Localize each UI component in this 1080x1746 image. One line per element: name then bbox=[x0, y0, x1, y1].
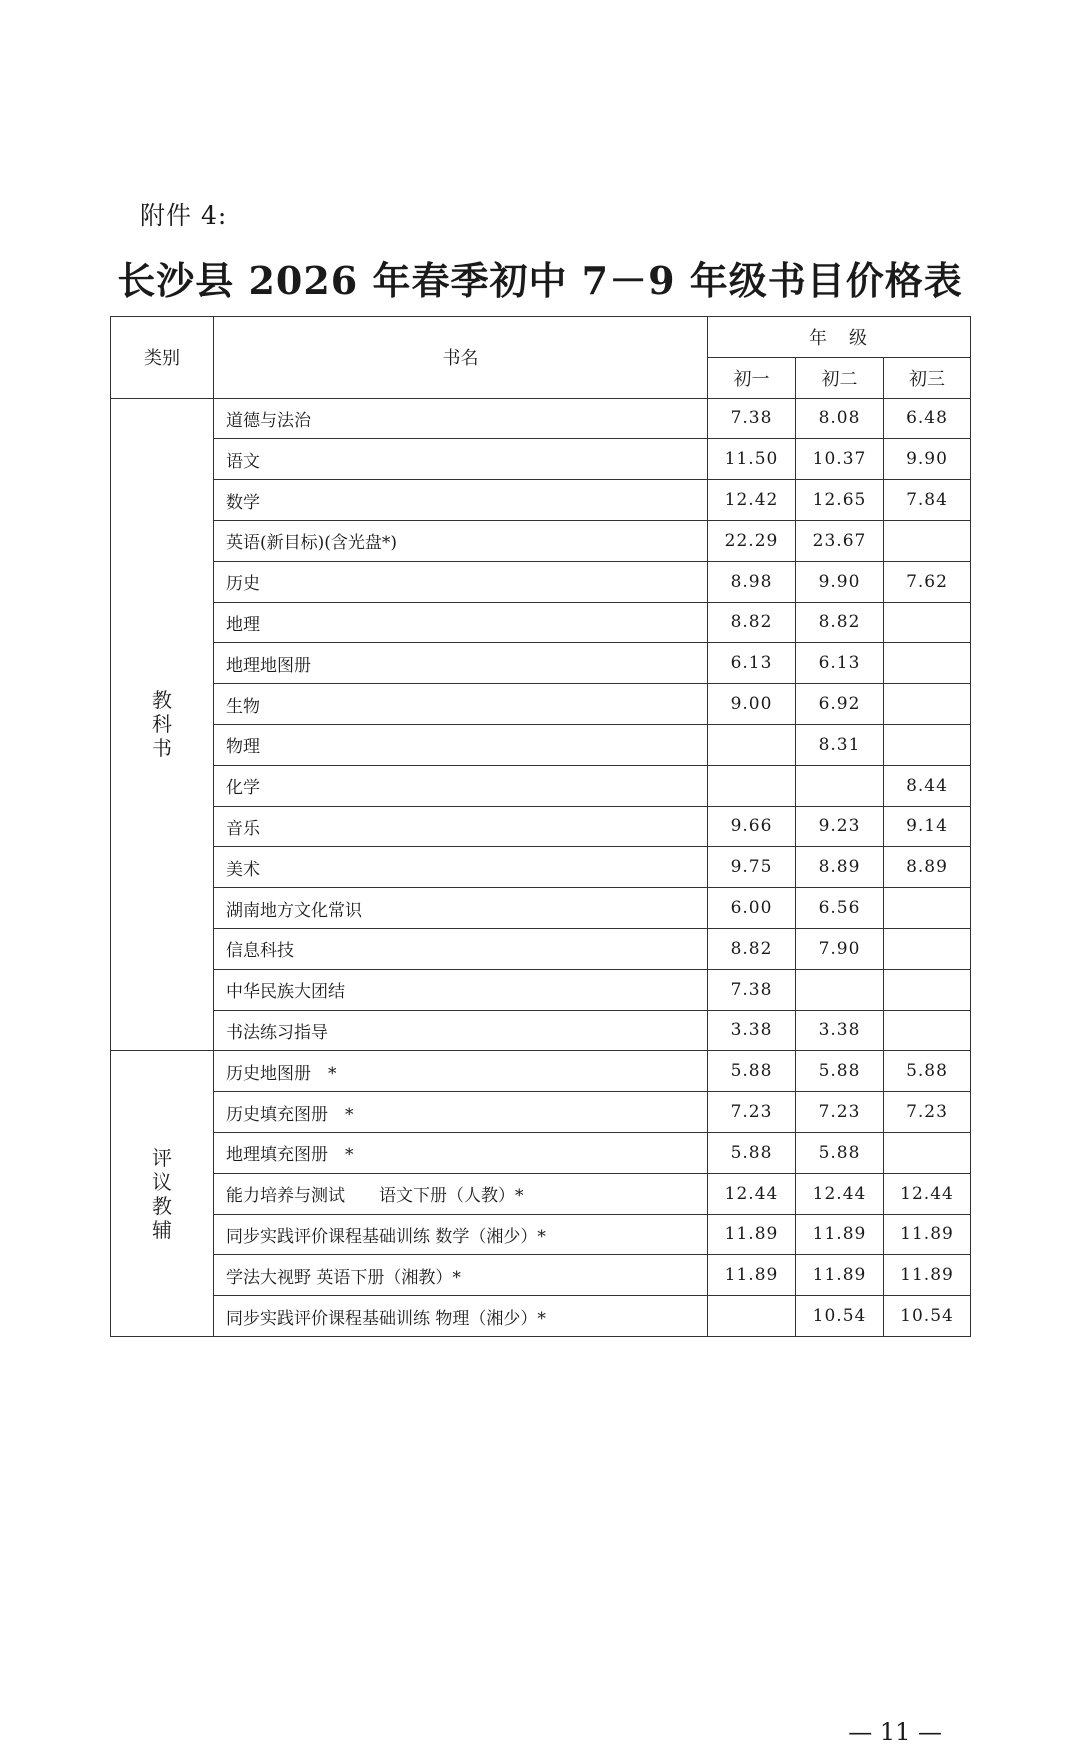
price-grade-3-cell bbox=[884, 928, 971, 969]
price-table-body bbox=[111, 398, 971, 1336]
table-row bbox=[111, 1092, 971, 1133]
price-grade-2-cell: 8.82 bbox=[796, 602, 884, 643]
price-grade-3-cell bbox=[884, 602, 971, 643]
price-grade-1-cell: 7.38 bbox=[708, 398, 796, 439]
book-name-cell: 生物 bbox=[214, 684, 708, 725]
price-grade-1-cell: 8.98 bbox=[708, 561, 796, 602]
price-grade-2-cell: 8.31 bbox=[796, 724, 884, 765]
price-grade-2-cell: 6.13 bbox=[796, 643, 884, 684]
table-row bbox=[111, 1255, 971, 1296]
book-name-cell: 美术 bbox=[214, 847, 708, 888]
price-grade-3-cell: 10.54 bbox=[884, 1296, 971, 1337]
table-row bbox=[111, 439, 971, 480]
book-name-cell: 湖南地方文化常识 bbox=[214, 888, 708, 929]
price-table bbox=[110, 316, 971, 1337]
table-row bbox=[111, 1132, 971, 1173]
price-grade-2-cell: 12.65 bbox=[796, 480, 884, 521]
table-row bbox=[111, 888, 971, 929]
category-char: 议 bbox=[152, 1169, 172, 1194]
price-grade-1-cell: 9.66 bbox=[708, 806, 796, 847]
price-grade-3-cell: 11.89 bbox=[884, 1255, 971, 1296]
price-grade-2-cell: 5.88 bbox=[796, 1132, 884, 1173]
price-grade-1-cell: 11.50 bbox=[708, 439, 796, 480]
price-grade-2-cell: 8.89 bbox=[796, 847, 884, 888]
header-grade-2: 初二 bbox=[796, 357, 884, 398]
price-grade-3-cell: 9.14 bbox=[884, 806, 971, 847]
book-name-cell: 学法大视野 英语下册（湘教）* bbox=[214, 1255, 708, 1296]
category-char: 书 bbox=[152, 736, 172, 761]
price-grade-1-cell: 3.38 bbox=[708, 1010, 796, 1051]
price-grade-3-cell: 7.62 bbox=[884, 561, 971, 602]
book-name-cell: 地理填充图册 * bbox=[214, 1132, 708, 1173]
table-row bbox=[111, 1010, 971, 1051]
table-row bbox=[111, 398, 971, 439]
book-name-cell: 历史填充图册 * bbox=[214, 1092, 708, 1133]
price-grade-2-cell: 9.23 bbox=[796, 806, 884, 847]
category-char: 教 bbox=[152, 1193, 172, 1218]
book-name-cell: 信息科技 bbox=[214, 928, 708, 969]
price-grade-2-cell: 10.37 bbox=[796, 439, 884, 480]
price-grade-1-cell: 11.89 bbox=[708, 1214, 796, 1255]
price-grade-3-cell: 7.23 bbox=[884, 1092, 971, 1133]
price-grade-1-cell: 11.89 bbox=[708, 1255, 796, 1296]
table-row bbox=[111, 1173, 971, 1214]
price-grade-3-cell: 8.44 bbox=[884, 765, 971, 806]
price-grade-1-cell: 6.13 bbox=[708, 643, 796, 684]
price-grade-3-cell bbox=[884, 969, 971, 1010]
price-grade-2-cell: 11.89 bbox=[796, 1255, 884, 1296]
price-grade-1-cell: 6.00 bbox=[708, 888, 796, 929]
table-row bbox=[111, 520, 971, 561]
table-row bbox=[111, 480, 971, 521]
price-grade-2-cell: 9.90 bbox=[796, 561, 884, 602]
table-row bbox=[111, 602, 971, 643]
category-char: 评 bbox=[152, 1145, 172, 1170]
category-cell bbox=[111, 398, 214, 1051]
table-row bbox=[111, 684, 971, 725]
category-cell bbox=[111, 1051, 214, 1337]
price-grade-3-cell bbox=[884, 1010, 971, 1051]
price-grade-3-cell bbox=[884, 888, 971, 929]
price-grade-2-cell: 6.56 bbox=[796, 888, 884, 929]
price-grade-1-cell bbox=[708, 765, 796, 806]
table-row bbox=[111, 1296, 971, 1337]
header-book-name: 书名 bbox=[214, 317, 708, 399]
price-grade-1-cell: 8.82 bbox=[708, 602, 796, 643]
book-name-cell: 语文 bbox=[214, 439, 708, 480]
category-char: 科 bbox=[152, 712, 172, 737]
price-grade-2-cell: 23.67 bbox=[796, 520, 884, 561]
price-grade-2-cell: 6.92 bbox=[796, 684, 884, 725]
price-grade-2-cell bbox=[796, 765, 884, 806]
price-grade-3-cell: 8.89 bbox=[884, 847, 971, 888]
price-grade-3-cell bbox=[884, 684, 971, 725]
price-grade-3-cell: 9.90 bbox=[884, 439, 971, 480]
header-grade: 年 级 bbox=[708, 317, 971, 358]
price-grade-2-cell: 8.08 bbox=[796, 398, 884, 439]
book-name-cell: 道德与法治 bbox=[214, 398, 708, 439]
table-row bbox=[111, 643, 971, 684]
price-grade-3-cell: 11.89 bbox=[884, 1214, 971, 1255]
price-grade-2-cell: 3.38 bbox=[796, 1010, 884, 1051]
price-grade-2-cell bbox=[796, 969, 884, 1010]
table-row bbox=[111, 765, 971, 806]
table-row bbox=[111, 724, 971, 765]
page-title: 长沙县 2026 年春季初中 7－9 年级书目价格表 bbox=[117, 258, 963, 303]
category-char: 教 bbox=[152, 688, 172, 713]
book-name-cell: 物理 bbox=[214, 724, 708, 765]
price-grade-1-cell: 8.82 bbox=[708, 928, 796, 969]
price-grade-3-cell: 5.88 bbox=[884, 1051, 971, 1092]
table-row bbox=[111, 561, 971, 602]
attachment-label: 附件 4: bbox=[140, 201, 228, 230]
header-category: 类别 bbox=[111, 317, 214, 399]
book-name-cell: 历史 bbox=[214, 561, 708, 602]
price-grade-1-cell: 22.29 bbox=[708, 520, 796, 561]
book-name-cell: 地理地图册 bbox=[214, 643, 708, 684]
table-row bbox=[111, 969, 971, 1010]
price-grade-3-cell: 12.44 bbox=[884, 1173, 971, 1214]
category-char: 辅 bbox=[152, 1217, 172, 1242]
table-row bbox=[111, 1214, 971, 1255]
book-name-cell: 同步实践评价课程基础训练 物理（湘少）* bbox=[214, 1296, 708, 1337]
price-grade-1-cell bbox=[708, 1296, 796, 1337]
table-row bbox=[111, 847, 971, 888]
book-name-cell: 历史地图册 * bbox=[214, 1051, 708, 1092]
price-grade-3-cell bbox=[884, 724, 971, 765]
table-row bbox=[111, 1051, 971, 1092]
price-grade-1-cell: 5.88 bbox=[708, 1132, 796, 1173]
price-grade-1-cell bbox=[708, 724, 796, 765]
header-grade-3: 初三 bbox=[884, 357, 971, 398]
price-grade-2-cell: 12.44 bbox=[796, 1173, 884, 1214]
book-name-cell: 化学 bbox=[214, 765, 708, 806]
price-grade-2-cell: 7.23 bbox=[796, 1092, 884, 1133]
price-grade-2-cell: 11.89 bbox=[796, 1214, 884, 1255]
book-name-cell: 地理 bbox=[214, 602, 708, 643]
price-grade-3-cell bbox=[884, 643, 971, 684]
table-header-row bbox=[111, 317, 971, 358]
book-name-cell: 同步实践评价课程基础训练 数学（湘少）* bbox=[214, 1214, 708, 1255]
table-row bbox=[111, 928, 971, 969]
price-grade-1-cell: 12.42 bbox=[708, 480, 796, 521]
price-grade-1-cell: 9.75 bbox=[708, 847, 796, 888]
price-grade-3-cell bbox=[884, 520, 971, 561]
price-grade-3-cell bbox=[884, 1132, 971, 1173]
price-grade-2-cell: 7.90 bbox=[796, 928, 884, 969]
book-name-cell: 能力培养与测试 语文下册（人教）* bbox=[214, 1173, 708, 1214]
price-grade-1-cell: 5.88 bbox=[708, 1051, 796, 1092]
book-name-cell: 英语(新目标)(含光盘*) bbox=[214, 520, 708, 561]
book-name-cell: 中华民族大团结 bbox=[214, 969, 708, 1010]
price-grade-3-cell: 6.48 bbox=[884, 398, 971, 439]
price-grade-1-cell: 7.38 bbox=[708, 969, 796, 1010]
price-grade-2-cell: 5.88 bbox=[796, 1051, 884, 1092]
book-name-cell: 数学 bbox=[214, 480, 708, 521]
book-name-cell: 书法练习指导 bbox=[214, 1010, 708, 1051]
price-grade-3-cell: 7.84 bbox=[884, 480, 971, 521]
header-grade-1: 初一 bbox=[708, 357, 796, 398]
price-grade-1-cell: 7.23 bbox=[708, 1092, 796, 1133]
price-grade-1-cell: 12.44 bbox=[708, 1173, 796, 1214]
table-row bbox=[111, 806, 971, 847]
price-grade-1-cell: 9.00 bbox=[708, 684, 796, 725]
price-grade-2-cell: 10.54 bbox=[796, 1296, 884, 1337]
book-name-cell: 音乐 bbox=[214, 806, 708, 847]
